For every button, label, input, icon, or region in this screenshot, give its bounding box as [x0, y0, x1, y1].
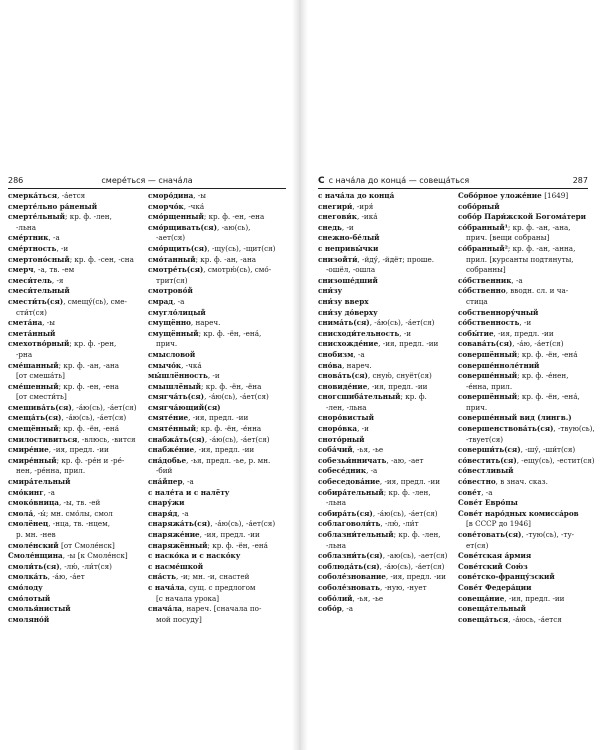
- dictionary-entry: снабжа́ть(ся), -а́ю(сь), -а́ет(ся): [148, 434, 270, 444]
- dictionary-entry: смоляно́й: [8, 614, 50, 624]
- dictionary-entry: смотре́ть(ся), смотрю́(сь), смо́-: [148, 265, 272, 275]
- dictionary-entry: снежно-бе́лый: [318, 233, 380, 243]
- dictionary-entry: сни́зу: [318, 286, 343, 296]
- entry-continuation: нен, -ре́нна, прил.: [16, 466, 86, 476]
- dictionary-entry: совершённый; кр. ф. -ён, -ена́: [458, 349, 578, 359]
- dictionary-entry: смышлёный; кр. ф. -ён, -ёна: [148, 381, 262, 391]
- dictionary-entry: смолёнец, -нца, тв. -нцем,: [8, 519, 111, 529]
- entry-continuation: прич.: [156, 339, 178, 349]
- dictionary-entry: соболе́зновать, -ную, -нует: [318, 582, 427, 592]
- entry-continuation: сти́т(ся): [16, 307, 47, 317]
- dictionary-entry: смрад, -а: [148, 296, 185, 306]
- right-head-letter: С: [318, 176, 325, 186]
- dictionary-entry: сове́т, -а: [458, 487, 493, 497]
- dictionary-entry: смо́рщенный; кр. ф. -ен, -ена: [148, 212, 265, 222]
- dictionary-entry: соверше́нноле́тний: [458, 360, 540, 370]
- dictionary-entry: смеща́ть(ся), -а́ю(сь), -а́ет(ся): [8, 413, 127, 423]
- dictionary-entry: с нача́ла, сущ. с предлогом: [148, 582, 256, 592]
- dictionary-entry: сморчо́к, -чка́: [148, 201, 205, 211]
- dictionary-entry: сното́рный: [318, 434, 365, 444]
- dictionary-entry: соба́чий, -ья, -ье: [318, 445, 384, 455]
- dictionary-entry: смоли́ть(ся), -лю́, -ли́т(ся): [8, 561, 112, 571]
- dictionary-entry: собо́р, -а: [318, 604, 354, 614]
- dictionary-entry: Сове́т наро́дных комисса́ров: [458, 508, 579, 518]
- dictionary-entry: Сове́т Федера́ции: [458, 582, 532, 592]
- dictionary-entry: смысловой: [148, 349, 196, 359]
- entry-continuation: -льна: [326, 540, 346, 550]
- dictionary-entry: смола́, -ы́; мн. смо́лы, смол: [8, 508, 113, 518]
- dictionary-entry: сна́сть, -и; мн. -и, снастей: [148, 572, 250, 582]
- left-header-rule: [8, 188, 286, 189]
- dictionary-entry: смягча́ющий(ся): [148, 402, 221, 412]
- entry-continuation: -е́нна, прил.: [466, 381, 513, 391]
- dictionary-entry: соблаговоли́ть, -лю́, -ли́т: [318, 519, 419, 529]
- dictionary-entry: смеси́тель, -я: [8, 275, 64, 285]
- dictionary-entry: сме́шанный; кр. ф. -ан, -ана: [8, 360, 120, 370]
- dictionary-entry: смещённый; кр. ф. -ён, -ена́: [8, 424, 119, 434]
- dictionary-entry: сна́йпер, -а: [148, 477, 194, 487]
- entry-continuation: -льна: [326, 498, 346, 508]
- right-page: [300, 0, 600, 750]
- right-column-2: [458, 191, 595, 625]
- right-page-number: 287: [572, 176, 588, 185]
- left-column-2: [148, 191, 275, 625]
- dictionary-entry: со́бранный²; кр. ф. -ан, -анна,: [458, 243, 576, 253]
- dictionary-entry: со́вестить(ся), -ещу(сь), -естит(ся): [458, 455, 595, 465]
- dictionary-entry: снегови́к, -ика́: [318, 212, 378, 222]
- entry-continuation: собранны]: [466, 265, 506, 275]
- dictionary-entry: снача́ла, нареч. [сначала по-: [148, 604, 262, 614]
- dictionary-entry: со́бственно, вводн. сл. и ча-: [458, 286, 569, 296]
- dictionary-entry: со́бранный¹; кр. ф. -ан, -ана,: [458, 222, 571, 232]
- dictionary-entry: сморо́дина, -ы: [148, 191, 206, 200]
- entry-continuation: ет(ся): [466, 540, 489, 550]
- dictionary-entry: Собо́рное уложе́ние [1649]: [458, 191, 569, 200]
- entry-continuation: -рна: [16, 349, 33, 359]
- dictionary-entry: смо́танный; кр. ф. -ан, -ана: [148, 254, 257, 264]
- dictionary-entry: с непривы́чки: [318, 243, 379, 253]
- dictionary-entry: снару́жи: [148, 498, 185, 508]
- left-page-header: [8, 175, 286, 187]
- dictionary-entry: сноро́вка, -и: [318, 424, 369, 434]
- dictionary-entry: смотрово́й: [148, 286, 193, 296]
- dictionary-entry: сове́товать(ся), -тую(сь), -ту-: [458, 530, 575, 539]
- dictionary-entry: смире́ние, -ия, предл. -ии: [8, 445, 109, 455]
- dictionary-entry: соблюда́ть(ся), -а́ю(сь), -а́ет(ся): [318, 561, 445, 571]
- dictionary-entry: со́бственник, -а: [458, 275, 523, 285]
- dictionary-entry: собесе́дник, -а: [318, 466, 378, 476]
- dictionary-entry: смолка́ть, -а́ю, -а́ет: [8, 572, 85, 582]
- dictionary-entry: смо́лоду: [8, 582, 43, 592]
- dictionary-entry: снима́ть(ся), -а́ю(сь), -а́ет(ся): [318, 318, 435, 328]
- dictionary-entry: смета́нный: [8, 328, 56, 338]
- dictionary-entry: смяте́ние, -ия, предл. -ии: [148, 413, 249, 423]
- dictionary-entry: Смоле́нщина, -ы [к Смоле́нск]: [8, 551, 128, 561]
- dictionary-entry: соверше́нный; кр. ф. -е́нен,: [458, 371, 569, 381]
- dictionary-entry: смести́ть(ся), смещу́(сь), сме-: [8, 296, 127, 306]
- dictionary-entry: со́бственность, -и: [458, 318, 532, 328]
- entry-continuation: р. мн. -нев: [16, 530, 56, 539]
- dictionary-entry: сно́ва, нареч.: [318, 360, 372, 370]
- dictionary-entry: смоле́нский [от Смоле́нск]: [8, 540, 115, 550]
- dictionary-entry: Сове́т Евро́пы: [458, 498, 518, 508]
- entry-continuation: трит(ся): [156, 275, 188, 285]
- dictionary-entry: смире́нный; кр. ф. -ре́н и -ре́-: [8, 455, 125, 465]
- dictionary-entry: смета́на, -ы: [8, 318, 55, 328]
- dictionary-entry: собезьи́нничать, -аю, -ает: [318, 455, 424, 465]
- dictionary-entry: смычо́к, -чка́: [148, 360, 202, 370]
- right-running-head: с начáла до концá — совещáться: [328, 176, 470, 185]
- dictionary-entry: смерте́льно ра́неный: [8, 201, 98, 211]
- dictionary-entry: смира́тельный: [8, 477, 71, 487]
- dictionary-entry: сме́шенный; кр. ф. -ен, -ена: [8, 381, 119, 391]
- dictionary-entry: смяте́нный; кр. ф. -ён, -е́нна: [148, 424, 262, 434]
- right-column-1: [318, 191, 448, 615]
- dictionary-entry: смо́лотый: [8, 593, 51, 603]
- dictionary-entry: снисходи́тельность, -и: [318, 328, 412, 338]
- entry-continuation: -льна: [16, 222, 36, 232]
- dictionary-entry: сна́добье, -ья, предл. -ье, р. мн.: [148, 455, 271, 465]
- entry-continuation: мой посуду]: [156, 614, 202, 624]
- entry-continuation: -твует(ся): [466, 434, 504, 444]
- left-running-head: смерéться — сначáла: [101, 176, 193, 185]
- dictionary-entry: сове́тско-францу́зский: [458, 572, 555, 582]
- dictionary-entry: снаряже́ние, -ия, предл. -ии: [148, 530, 260, 539]
- entry-continuation: [от смеша́ть]: [16, 371, 65, 381]
- dictionary-entry: соболе́знование, -ия, предл. -ии: [318, 572, 446, 582]
- dictionary-entry: совава́ть(ся), -а́ю, -а́ет(ся): [458, 339, 564, 349]
- dictionary-entry: снизоше́дший: [318, 275, 378, 285]
- left-page-number: 286: [8, 176, 24, 185]
- dictionary-entry: соблазни́ть(ся), -аю(сь), -ает(ся): [318, 551, 448, 561]
- dictionary-entry: с нача́ла до конца́: [318, 191, 395, 200]
- dictionary-entry: сногсшиба́тельный; кр. ф.: [318, 392, 427, 402]
- dictionary-entry: совеща́ние, -ия, предл. -ии: [458, 593, 565, 603]
- dictionary-entry: снобизм, -а: [318, 349, 365, 359]
- dictionary-entry: снегири́, -иря́: [318, 201, 374, 211]
- dictionary-entry: собственнору́чный: [458, 307, 539, 317]
- dictionary-entry: смеси́тельный: [8, 286, 70, 296]
- dictionary-entry: сни́зу вверх: [318, 296, 369, 306]
- dictionary-entry: сме́ртность, -и: [8, 243, 69, 253]
- dictionary-entry: смертоно́сный; кр. ф. -сен, -сна: [8, 254, 134, 264]
- entry-continuation: прил. [курсанты подтянуты,: [466, 254, 574, 264]
- dictionary-entry: соблазни́тельный; кр. ф. -лен,: [318, 530, 441, 539]
- entry-continuation: -бий: [156, 466, 173, 476]
- dictionary-entry: смоко́вница, -ы, тв. -ей: [8, 498, 101, 508]
- entry-continuation: -лен, -льна: [326, 402, 367, 412]
- dictionary-entry: собы́тие, -ия, предл. -ии: [458, 328, 554, 338]
- dictionary-entry: снова́ть(ся), сную́, снуёт(ся): [318, 371, 432, 381]
- dictionary-entry: собо́рный: [458, 201, 500, 211]
- dictionary-entry: смущённый; кр. ф. -ён, -ена́,: [148, 328, 262, 338]
- dictionary-entry: смерч, -а, тв. -ем: [8, 265, 75, 275]
- dictionary-entry: собо́лий, -ья, -ье: [318, 593, 384, 603]
- dictionary-entry: совеща́тельный: [458, 604, 526, 614]
- dictionary-entry: соверши́ть(ся), -шу́, -ши́т(ся): [458, 445, 576, 455]
- dictionary-entry: с насме́шкой: [148, 561, 204, 571]
- dictionary-entry: собо́р Пари́жской Богома́тери: [458, 212, 586, 222]
- dictionary-entry: снаряжа́ть(ся), -а́ю(сь), -а́ет(ся): [148, 519, 276, 529]
- dictionary-entry: снисхожде́ние, -ия, предл. -ии: [318, 339, 439, 349]
- entry-continuation: [с начала урока]: [156, 593, 220, 603]
- dictionary-entry: смерка́ться, -а́ется: [8, 191, 86, 200]
- dictionary-entry: со́вестно, в знач. сказ.: [458, 477, 548, 487]
- dictionary-entry: снабже́ние, -ия, предл. -ии: [148, 445, 255, 455]
- dictionary-entry: смерте́льный; кр. ф. -лен,: [8, 212, 112, 222]
- dictionary-entry: Сове́тская а́рмия: [458, 551, 532, 561]
- dictionary-entry: мы́шлённость, -и: [148, 371, 220, 381]
- entry-continuation: -ает(ся): [156, 233, 186, 243]
- entry-continuation: [от смести́ть]: [16, 392, 67, 402]
- dictionary-entry: совершённый; кр. ф. -ён, -ена́,: [458, 392, 580, 402]
- dictionary-entry: снизойти́, -йду́, -йдёт; проше.: [318, 254, 435, 264]
- dictionary-entry: смо́рщивать(ся), -аю(сь),: [148, 222, 251, 232]
- entry-continuation: -ошёл, -ошла: [326, 265, 376, 275]
- right-running-head-group: [318, 175, 469, 187]
- dictionary-entry: собира́ть(ся), -а́ю(сь), -а́ет(ся): [318, 508, 438, 518]
- right-header-rule: [318, 188, 588, 189]
- dictionary-entry: сме́ртник, -а: [8, 233, 60, 243]
- dictionary-entry: сни́зу до́верху: [318, 307, 378, 317]
- dictionary-entry: с наско́ка и с наско́ку: [148, 551, 241, 561]
- dictionary-entry: сноро́вистый: [318, 413, 374, 423]
- left-column-1: [8, 191, 135, 625]
- dictionary-entry: снаря́д, -а: [148, 508, 189, 518]
- dictionary-entry: собеседова́ние, -ия, предл. -ии: [318, 477, 440, 487]
- dictionary-entry: смущённо, нареч.: [148, 318, 221, 328]
- dictionary-entry: смягча́ть(ся), -а́ю(сь), -а́ет(ся): [148, 392, 269, 402]
- dictionary-entry: снедь, -и: [318, 222, 354, 232]
- dictionary-entry: сновиде́ние, -ия, предл. -ии: [318, 381, 428, 391]
- entry-continuation: прич.: [466, 402, 488, 412]
- dictionary-entry: смо́рщить(ся), -щу(сь), -щит(ся): [148, 243, 276, 253]
- dictionary-entry: смешива́ть(ся), -а́ю(сь), -а́ет(ся): [8, 402, 137, 412]
- dictionary-entry: с нале́та и с налёту: [148, 487, 230, 497]
- right-page-header: [318, 175, 588, 187]
- dictionary-entry: Сове́тский Сою́з: [458, 561, 528, 571]
- dictionary-entry: смо́кинг, -а: [8, 487, 55, 497]
- entry-continuation: стица: [466, 296, 488, 306]
- entry-continuation: [в СССР до 1946]: [466, 519, 531, 529]
- dictionary-entry: смилостивиться, -влюсь, -вится: [8, 434, 136, 444]
- dictionary-entry: собира́тельный; кр. ф. -лен,: [318, 487, 431, 497]
- dictionary-entry: совеща́ться, -а́юсь, -а́ется: [458, 614, 562, 624]
- dictionary-entry: снаряжённый; кр. ф. -ён, -ена́: [148, 540, 268, 550]
- dictionary-entry: смолья́нистый: [8, 604, 71, 614]
- dictionary-entry: совершенствова́ть(ся), -твую(сь),: [458, 424, 595, 434]
- dictionary-entry: со́вестливый: [458, 466, 514, 476]
- dictionary-entry: соверше́нный вид (лингв.): [458, 413, 572, 423]
- dictionary-entry: смугло́лицый: [148, 307, 206, 317]
- entry-continuation: прич. [вещи собраны]: [466, 233, 550, 243]
- dictionary-entry: смехотво́рный; кр. ф. -рен,: [8, 339, 117, 349]
